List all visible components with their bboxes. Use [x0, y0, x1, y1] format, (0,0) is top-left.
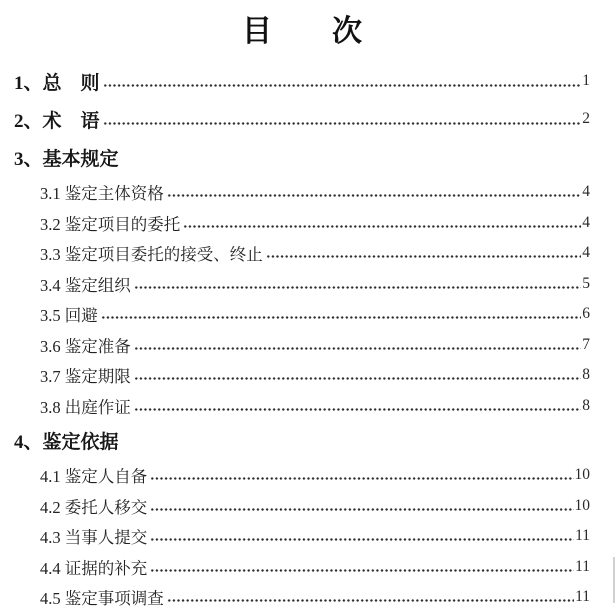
dot-leader — [167, 194, 582, 197]
toc-entry — [14, 100, 590, 138]
toc-entry — [14, 299, 590, 330]
toc-entry — [14, 521, 590, 552]
toc-entry-page-number: 10 — [574, 466, 590, 484]
toc-entry-page-number: 1 — [582, 72, 590, 89]
dot-leader — [134, 408, 582, 411]
toc-entry-label: 4.3 当事人提交 — [40, 528, 148, 548]
toc-list — [14, 62, 590, 613]
toc-entry-page-number: 2 — [582, 110, 590, 127]
toc-entry-label: 3.4 鉴定组织 — [40, 275, 131, 295]
toc-entry-label: 3.6 鉴定准备 — [40, 336, 131, 356]
toc-entry-label: 4.4 证据的补充 — [40, 558, 148, 578]
dot-leader — [150, 569, 574, 572]
toc-entry — [14, 460, 590, 491]
toc-entry-label: 4.2 委托人移交 — [40, 497, 148, 517]
dot-leader — [150, 538, 574, 541]
toc-entry-page-number: 5 — [582, 274, 590, 292]
toc-entry — [14, 582, 590, 613]
toc-entry — [14, 208, 590, 239]
toc-entry-page-number: 6 — [582, 305, 590, 323]
toc-entry-label: 4.5 鉴定事项调查 — [40, 589, 164, 609]
toc-entry-page-number: 10 — [574, 496, 590, 514]
toc-entry — [14, 552, 590, 583]
toc-entry-page-number: 11 — [575, 527, 590, 545]
toc-entry-label: 3.8 出庭作证 — [40, 397, 131, 417]
toc-entry-label: 2、术 语 — [14, 110, 100, 132]
toc-entry-label: 3、基本规定 — [14, 149, 119, 170]
dot-leader — [134, 347, 582, 350]
toc-entry-label: 1、总 则 — [14, 72, 100, 94]
toc-entry-label: 3.7 鉴定期限 — [40, 367, 131, 387]
toc-entry — [14, 330, 590, 361]
toc-section-heading — [14, 138, 590, 177]
scan-edge-artifact — [613, 557, 615, 603]
toc-entry — [14, 177, 590, 208]
toc-entry-page-number: 11 — [575, 557, 590, 575]
toc-entry — [14, 391, 590, 422]
dot-leader — [150, 477, 573, 480]
toc-entry-label: 3.5 回避 — [40, 306, 98, 326]
toc-entry-page-number: 4 — [582, 244, 590, 262]
toc-entry-page-number: 7 — [582, 335, 590, 353]
dot-leader — [150, 508, 573, 511]
toc-entry — [14, 360, 590, 391]
toc-entry-label: 4.1 鉴定人自备 — [40, 467, 148, 487]
dot-leader — [103, 122, 582, 125]
toc-entry — [14, 238, 590, 269]
toc-entry-page-number: 4 — [582, 183, 590, 201]
toc-entry — [14, 269, 590, 300]
toc-entry-page-number: 8 — [582, 396, 590, 414]
dot-leader — [167, 599, 574, 602]
toc-entry-label: 3.1 鉴定主体资格 — [40, 184, 164, 204]
toc-entry — [14, 62, 590, 100]
toc-section-heading — [14, 421, 590, 460]
toc-entry-label: 4、鉴定依据 — [14, 432, 119, 453]
dot-leader — [183, 225, 581, 228]
dot-leader — [101, 316, 582, 319]
dot-leader — [134, 286, 582, 289]
dot-leader — [134, 377, 582, 380]
toc-entry-page-number: 11 — [575, 588, 590, 606]
dot-leader — [266, 255, 582, 258]
page-title: 目 次 — [242, 15, 362, 48]
toc-entry-page-number: 4 — [582, 213, 590, 231]
toc-entry-page-number: 8 — [582, 366, 590, 384]
dot-leader — [103, 84, 582, 87]
toc-entry-label: 3.2 鉴定项目的委托 — [40, 214, 181, 234]
toc-entry-label: 3.3 鉴定项目委托的接受、终止 — [40, 245, 263, 265]
toc-entry — [14, 491, 590, 522]
